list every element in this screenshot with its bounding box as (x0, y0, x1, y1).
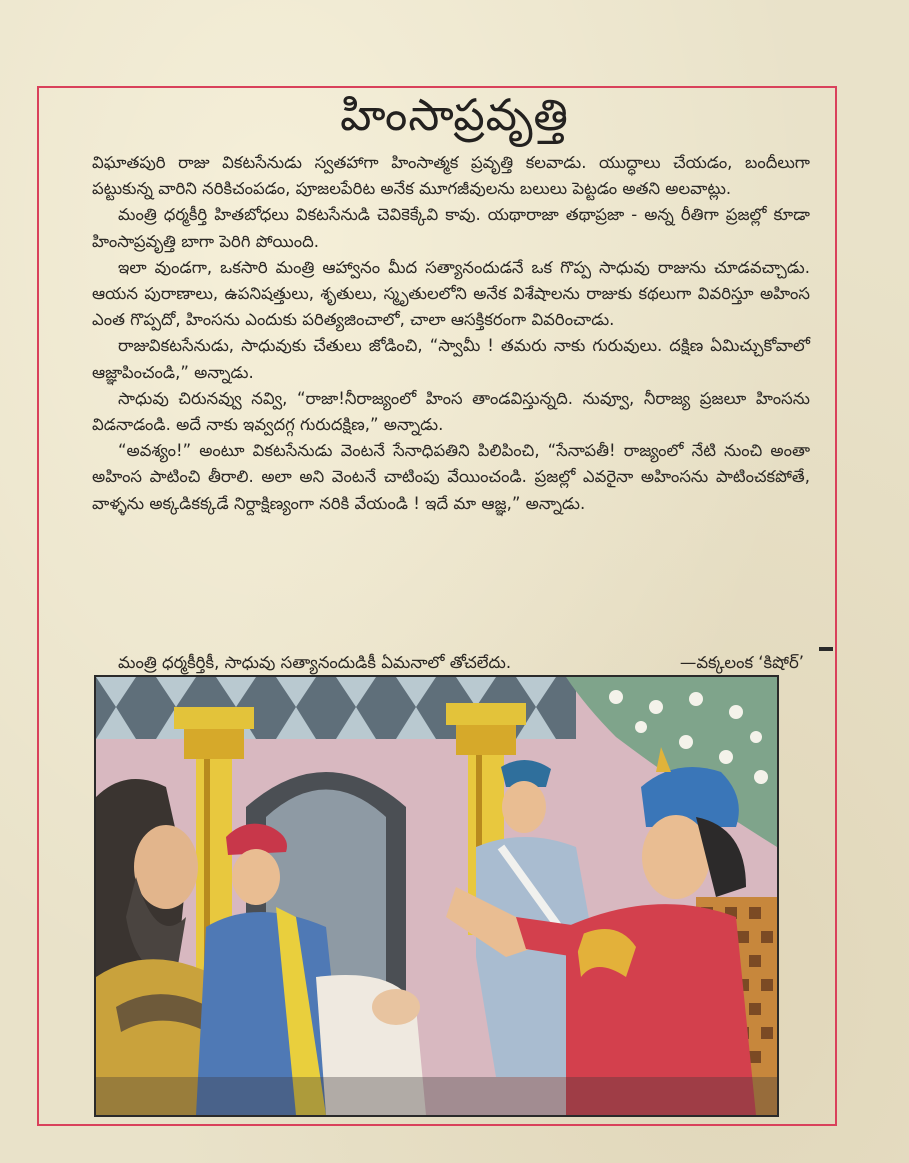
story-paragraph: ఇలా వుండగా, ఒకసారి మంత్రి ఆహ్వానం మీద సత్యానందుడనే ఒక గొప్ప సాధువు రాజును చూడవచ్చాడు. ఆయన పురాణాలు, ఉపనిషత్తులు, శృతులు, స్మృతులలోని అనేక విశేషాలను రాజుకు కథలుగా వివరిస్తూ అహింస ఎంత గొప్పదో, హింసను ఎందుకు పరిత్యజించాలో, చాలా ఆసక్తికరంగా వివరించాడు. (92, 257, 810, 330)
story-paragraph: మంత్రి ధర్మకీర్తి హితబోధలు వికటసేనుడి చెవికెక్కేవి కావు. యథారాజా తథాప్రజా - అన్న రీతిగా ప్రజల్లో కూడా హింసాప్రవృత్తి బాగా పెరిగి పోయింది. (92, 205, 810, 251)
author-credit: —వక్కలంక ‘కిషోర్’ (679, 653, 804, 672)
margin-mark (819, 647, 833, 651)
story-title: హింసాప్రవృత్తి (340, 90, 569, 141)
story-body (92, 150, 810, 517)
story-illustration (94, 675, 779, 1117)
story-paragraph: రాజువికటసేనుడు, సాధువుకు చేతులు జోడించి, “స్వామీ ! తమరు నాకు గురువులు. దక్షిణ ఏమిచ్చుకోవాలో ఆజ్ఞాపించండి,” అన్నాడు. (92, 336, 810, 382)
story-paragraph: “అవశ్యం!” అంటూ వికటసేనుడు వెంటనే సేనాధిపతిని పిలిపించి, “సేనాపతీ! రాజ్యంలో నేటి నుంచి అంతా అహింస పాటించి తీరాలి. అలా అని వెంటనే చాటింపు వేయించండి. ప్రజల్లో ఎవరైనా అహింసను పాటించకపోతే, వాళ్ళను అక్కడికక్కడే నిర్దాక్షిణ్యంగా నరికి వేయండి ! ఇదే మా ఆజ్ఞ,” అన్నాడు. (92, 441, 810, 513)
story-paragraph: సాధువు చిరునవ్వు నవ్వి, “రాజా!నీరాజ్యంలో హింస తాండవిస్తున్నది. నువ్వూ, నీరాజ్య ప్రజలూ హింసను విడనాడండి. అదే నాకు ఇవ్వదగ్గ గురుదక్షిణ,” అన్నాడు. (92, 388, 810, 435)
closing-line (92, 650, 810, 676)
closing-sentence: మంత్రి ధర్మకీర్తికీ, సాధువు సత్యానందుడికీ ఏమనాలో తోచలేదు. (118, 653, 512, 672)
story-paragraph: విఘాతపురి రాజు వికటసేనుడు స్వతహాగా హింసాత్మక ప్రవృత్తి కలవాడు. యుద్ధాలు చేయడం, బందీలుగా పట్టుకున్న వారిని నరికిచంపడం, పూజలపేరిట అనేక మూగజీవులను బలులు పెట్టడం అతని అలవాట్లు. (92, 153, 810, 199)
